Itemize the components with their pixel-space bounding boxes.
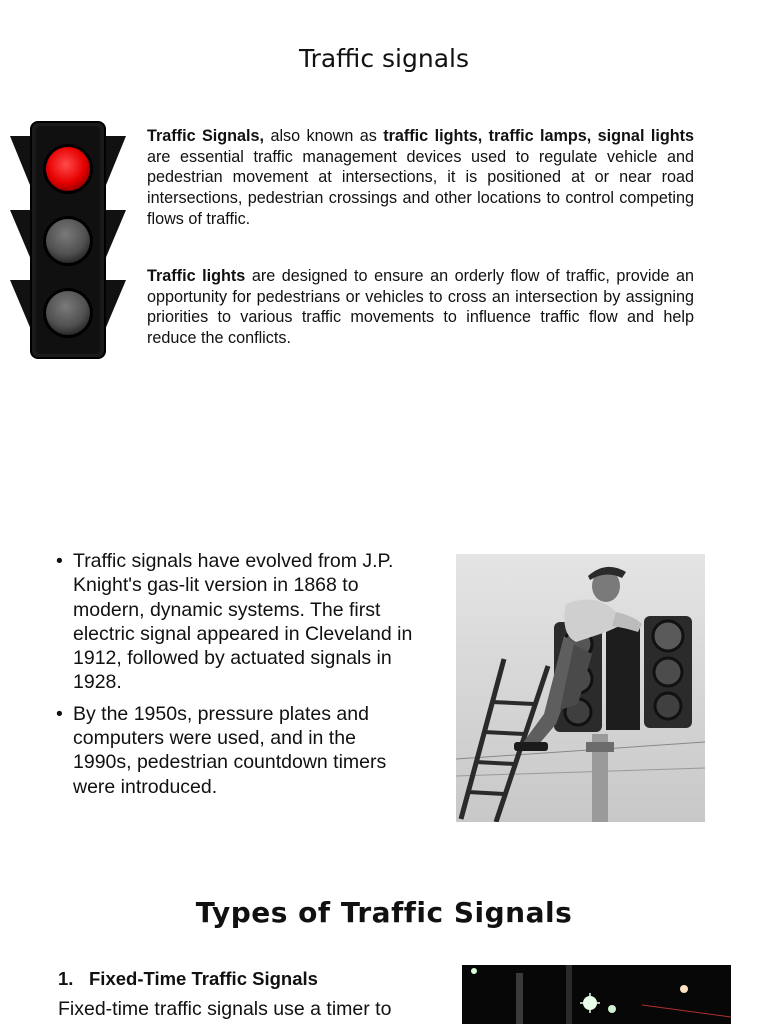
intro-text-2: are designed to ensure an orderly flow of traffic, provide an opportunity for pedestrians or vehicles to cross an intersection by assigning priorities to various traffic movements to influence traffic flow and help reduce the conflicts. bbox=[147, 267, 695, 348]
list-item-text: Traffic signals have evolved from J.P. Knight's gas-lit version in 1868 to modern, dynamic systems. The first electric signal appeared in Cleveland in 1912, followed by actuated signals in 1928. bbox=[73, 550, 413, 694]
bullet-marker: • bbox=[56, 702, 63, 725]
term-traffic-signals: Traffic Signals, bbox=[147, 127, 265, 145]
page-title: Traffic signals bbox=[298, 44, 470, 73]
bullet-marker: • bbox=[56, 550, 63, 572]
fixed-time-description: Fixed-time traffic signals use a timer to bbox=[58, 998, 392, 1020]
list-item bbox=[56, 549, 416, 695]
term-aliases: traffic lights, traffic lamps, signal lights bbox=[383, 127, 694, 145]
term-traffic-lights: Traffic lights bbox=[147, 267, 246, 285]
traffic-light-icon bbox=[10, 120, 126, 360]
intro-paragraph-1 bbox=[147, 126, 694, 230]
intro-text-1b: are essential traffic management devices used to regulate vehicle and pedestrian movement at intersections, it is positioned at or near road intersections, pedestrian crossings and other locations to control competing flows of traffic. bbox=[147, 147, 694, 228]
historical-photo bbox=[456, 554, 705, 822]
intro-paragraph-2 bbox=[147, 266, 694, 349]
list-item-text: By the 1950s, pressure plates and computers were used, and in the 1990s, pedestrian countdown timers were introduced. bbox=[73, 702, 387, 798]
subheading-text: Fixed-Time Traffic Signals bbox=[89, 968, 318, 989]
intro-text-1a: also known as bbox=[264, 127, 384, 145]
night-traffic-photo bbox=[462, 965, 731, 1024]
history-list bbox=[56, 549, 416, 806]
list-number: 1. bbox=[58, 968, 74, 989]
list-item bbox=[56, 702, 416, 799]
types-heading: Types of Traffic Signals bbox=[195, 896, 573, 929]
fixed-time-subheading bbox=[58, 968, 318, 990]
